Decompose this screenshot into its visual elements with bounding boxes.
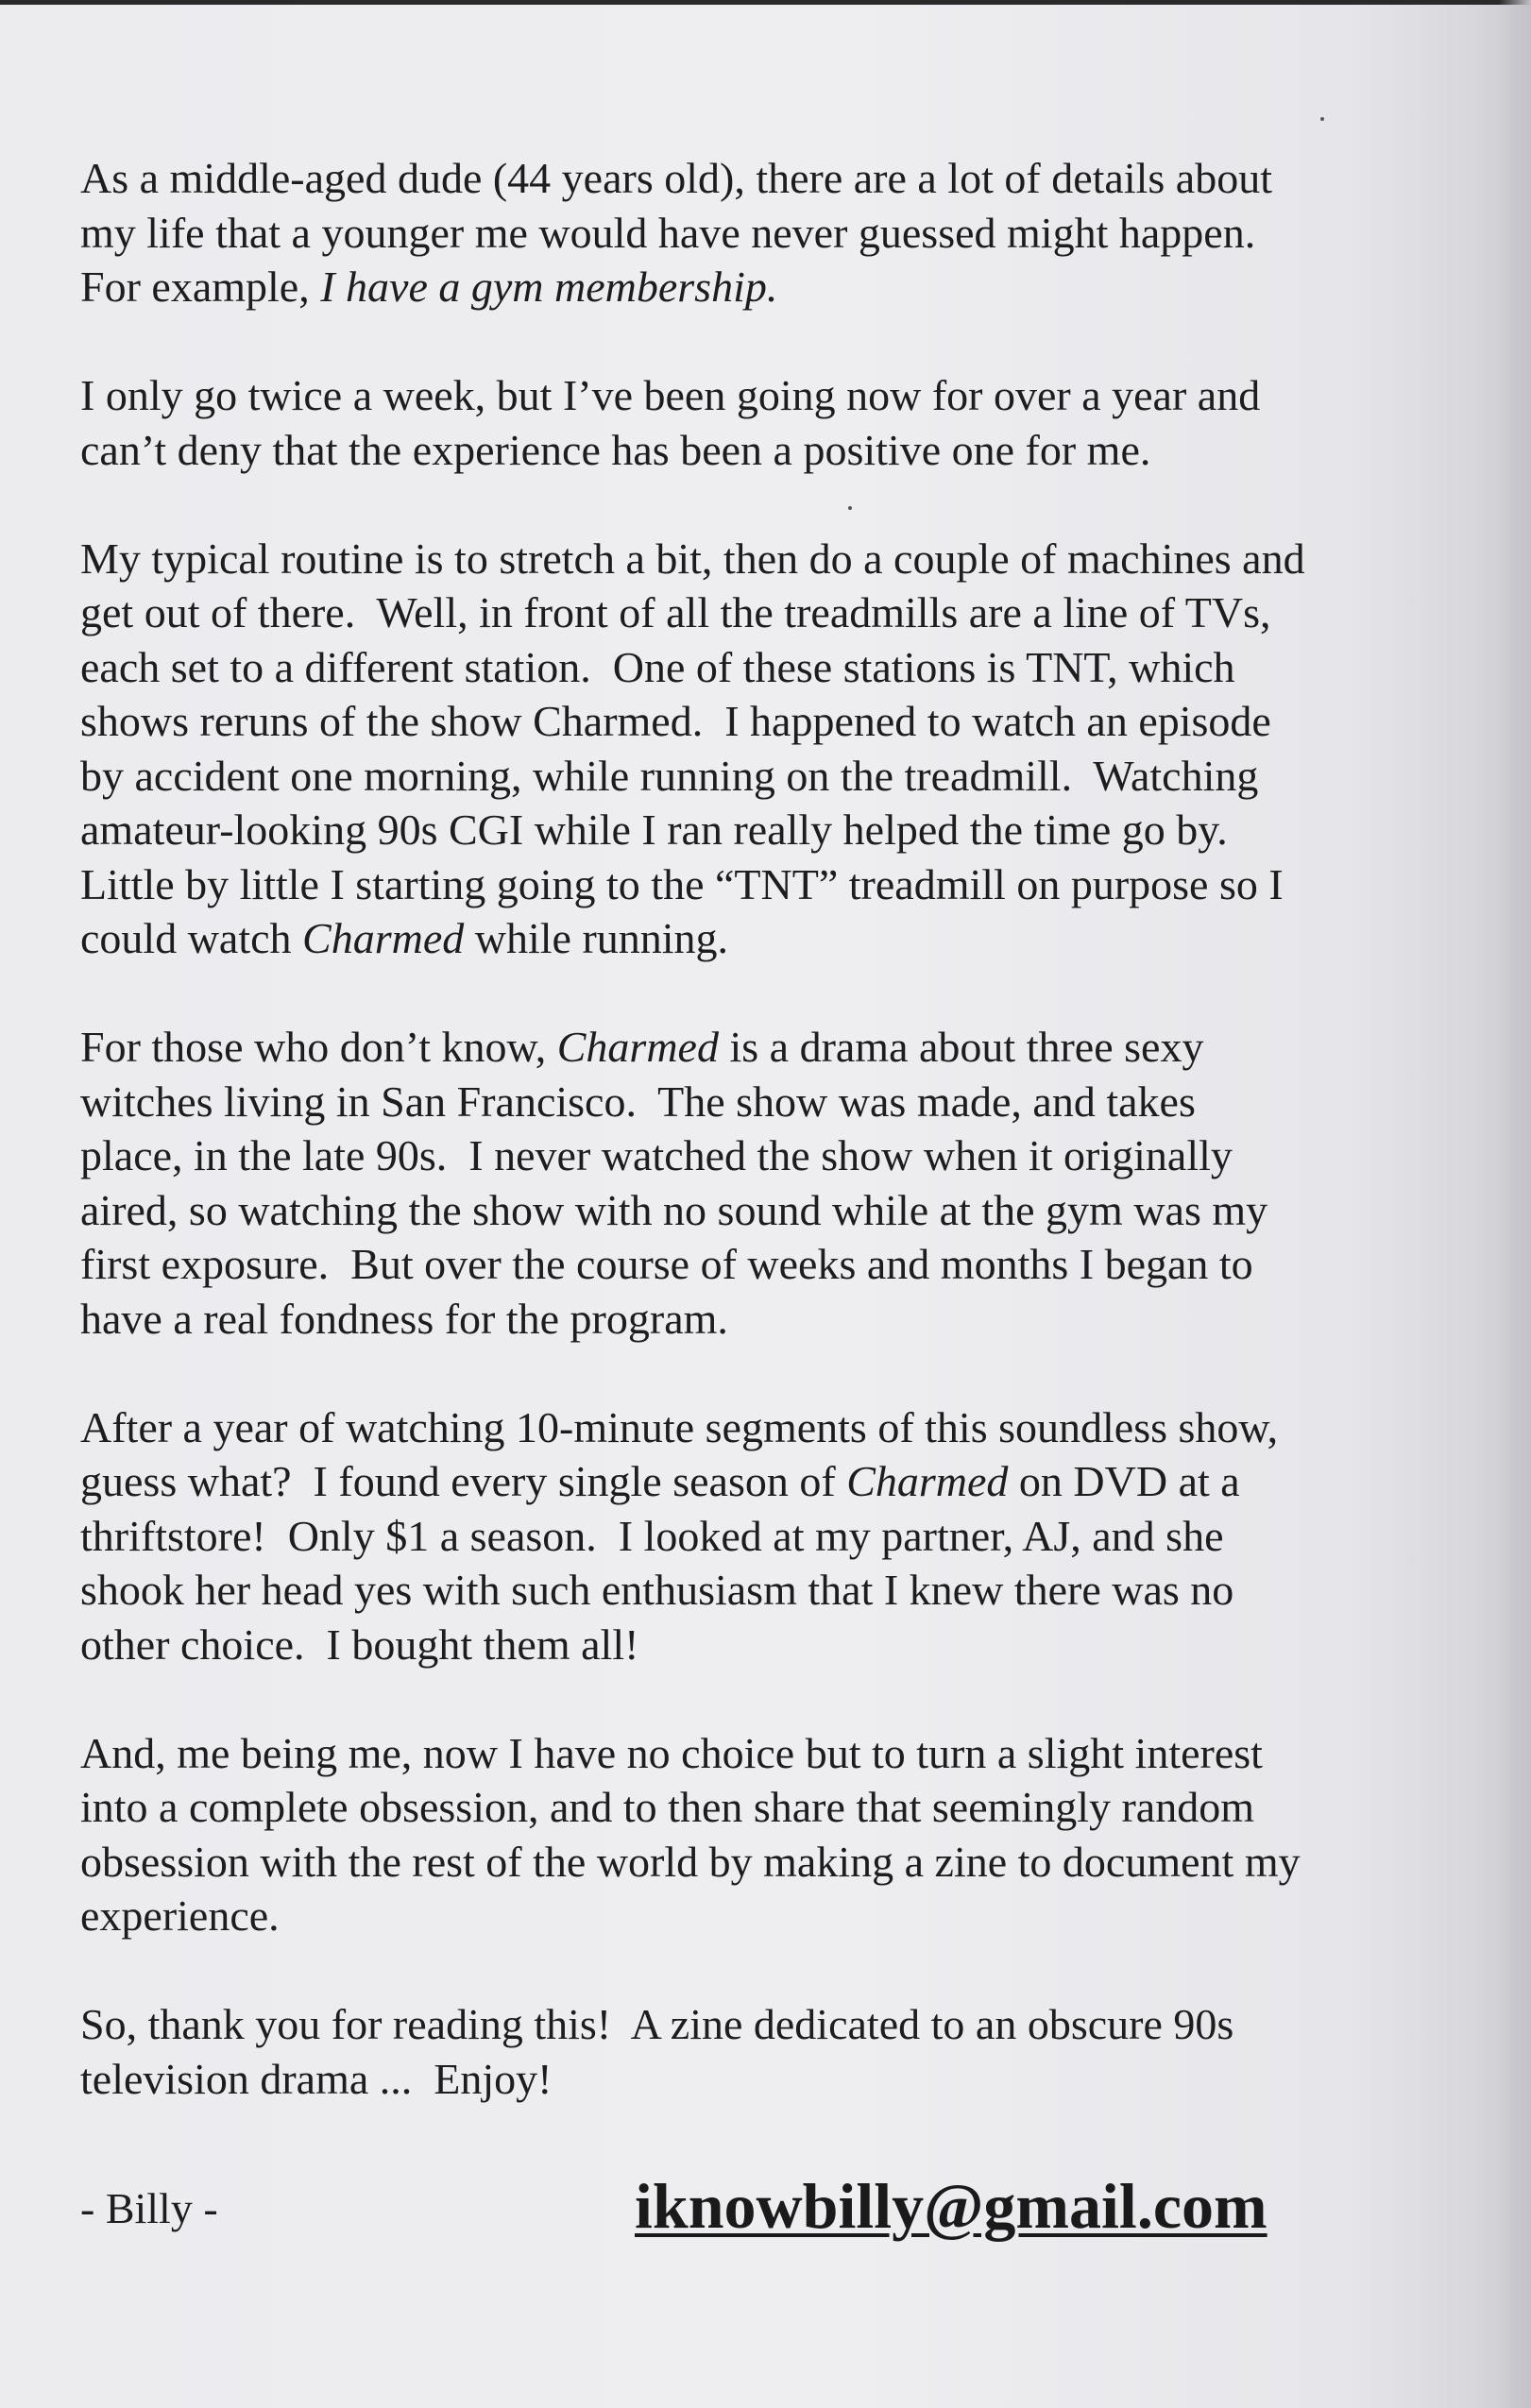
text-line	[80, 1400, 1440, 1455]
text-run: After a year of watching 10-minute segments of this soundless show,	[80, 1402, 1279, 1451]
text-line	[80, 1128, 1440, 1183]
text-run: can’t deny that the experience has been a positive one for me.	[80, 425, 1151, 474]
text-line	[80, 1726, 1440, 1781]
signature: - Billy -	[80, 2184, 218, 2232]
text-line	[80, 1183, 1440, 1238]
text-run: experience.	[80, 1891, 280, 1940]
paragraph	[80, 1726, 1440, 1943]
text-line	[80, 206, 1440, 261]
italic-text: Charmed	[556, 1023, 719, 1071]
paragraph	[80, 368, 1440, 477]
text-run: thriftstore! Only $1 a season. I looked at my partner, AJ, and she	[80, 1511, 1224, 1560]
italic-text: Charmed	[846, 1457, 1009, 1505]
text-run: each set to a different station. One of these stations is TNT, which	[80, 642, 1235, 691]
text-run: shows reruns of the show Charmed. I happened to watch an episode	[80, 697, 1271, 745]
paragraph	[80, 1400, 1440, 1672]
text-run: into a complete obsession, and to then share that seemingly random	[80, 1783, 1254, 1831]
text-line	[80, 694, 1440, 749]
text-line	[80, 1020, 1440, 1075]
paragraph	[80, 1020, 1440, 1346]
text-run: have a real fondness for the program.	[80, 1294, 728, 1343]
text-line	[80, 1292, 1440, 1347]
text-run: could watch	[80, 914, 303, 962]
page-binding-shadow	[1499, 0, 1531, 2408]
text-run: first exposure. But over the course of weeks and months I began to	[80, 1240, 1253, 1288]
text-run: other choice. I bought them all!	[80, 1619, 639, 1669]
text-line	[80, 1075, 1440, 1129]
text-run: amateur-looking 90s CGI while I ran really helped the time go by.	[80, 805, 1228, 854]
text-run: on DVD at a	[1008, 1457, 1240, 1505]
text-line	[80, 749, 1440, 804]
text-run: For example,	[80, 263, 321, 311]
page-top-edge	[0, 0, 1531, 5]
text-line	[80, 911, 1440, 966]
text-run: guess what? I found every single season of	[80, 1457, 847, 1505]
text-line	[80, 423, 1440, 478]
text-run: get out of there. Well, in front of all the treadmills are a line of TVs,	[80, 588, 1271, 636]
text-run: And, me being me, now I have no choice but to turn a slight interest	[80, 1728, 1263, 1777]
text-run: is a drama about three sexy	[718, 1023, 1204, 1071]
text-line	[80, 1889, 1440, 1943]
text-line	[80, 1835, 1440, 1890]
text-line	[80, 260, 1440, 314]
text-run: So, thank you for reading this! A zine dedicated to an obscure 90s	[80, 2000, 1234, 2048]
text-run: witches living in San Francisco. The show was made, and takes	[80, 1077, 1196, 1126]
text-line	[80, 1618, 1440, 1672]
paragraph	[80, 151, 1440, 314]
text-line	[80, 532, 1440, 586]
email-address: iknowbilly@gmail.com	[635, 2170, 1267, 2242]
text-line	[80, 1454, 1440, 1509]
paragraph	[80, 1997, 1440, 2106]
text-run: my life that a younger me would have never guessed might happen.	[80, 208, 1256, 257]
text-line	[80, 151, 1440, 206]
text-line	[80, 1237, 1440, 1292]
text-line	[80, 2052, 1440, 2107]
text-run: My typical routine is to stretch a bit, then do a couple of machines and	[80, 534, 1305, 583]
text-line	[80, 1780, 1440, 1835]
text-run: while running.	[464, 914, 729, 962]
paper-speck	[1320, 117, 1324, 121]
text-run: obsession with the rest of the world by making a zine to document my	[80, 1837, 1301, 1886]
text-run: I only go twice a week, but I’ve been going now for over a year and	[80, 371, 1261, 419]
paragraph	[80, 532, 1440, 966]
text-line	[80, 1509, 1440, 1564]
text-run: place, in the late 90s. I never watched the show when it originally	[80, 1131, 1233, 1179]
text-run: shook her head yes with such enthusiasm that I knew there was no	[80, 1566, 1234, 1614]
text-line	[80, 585, 1440, 640]
text-line	[80, 640, 1440, 695]
text-run: by accident one morning, while running on the treadmill. Watching	[80, 751, 1259, 800]
text-run: For those who don’t know,	[80, 1023, 557, 1071]
letter-body	[80, 151, 1440, 2161]
italic-text: Charmed	[302, 914, 465, 962]
text-line	[80, 1997, 1440, 2052]
italic-text: I have a gym membership.	[320, 263, 778, 311]
text-run: television drama ... Enjoy!	[80, 2054, 553, 2103]
text-line	[80, 857, 1440, 912]
text-run: aired, so watching the show with no sound while at the gym was my	[80, 1185, 1268, 1234]
text-line	[80, 803, 1440, 857]
text-line	[80, 1563, 1440, 1618]
text-run: Little by little I starting going to the “TNT” treadmill on purpose so I	[80, 859, 1284, 908]
text-run: As a middle-aged dude (44 years old), there are a lot of details about	[80, 154, 1272, 202]
text-line	[80, 368, 1440, 423]
